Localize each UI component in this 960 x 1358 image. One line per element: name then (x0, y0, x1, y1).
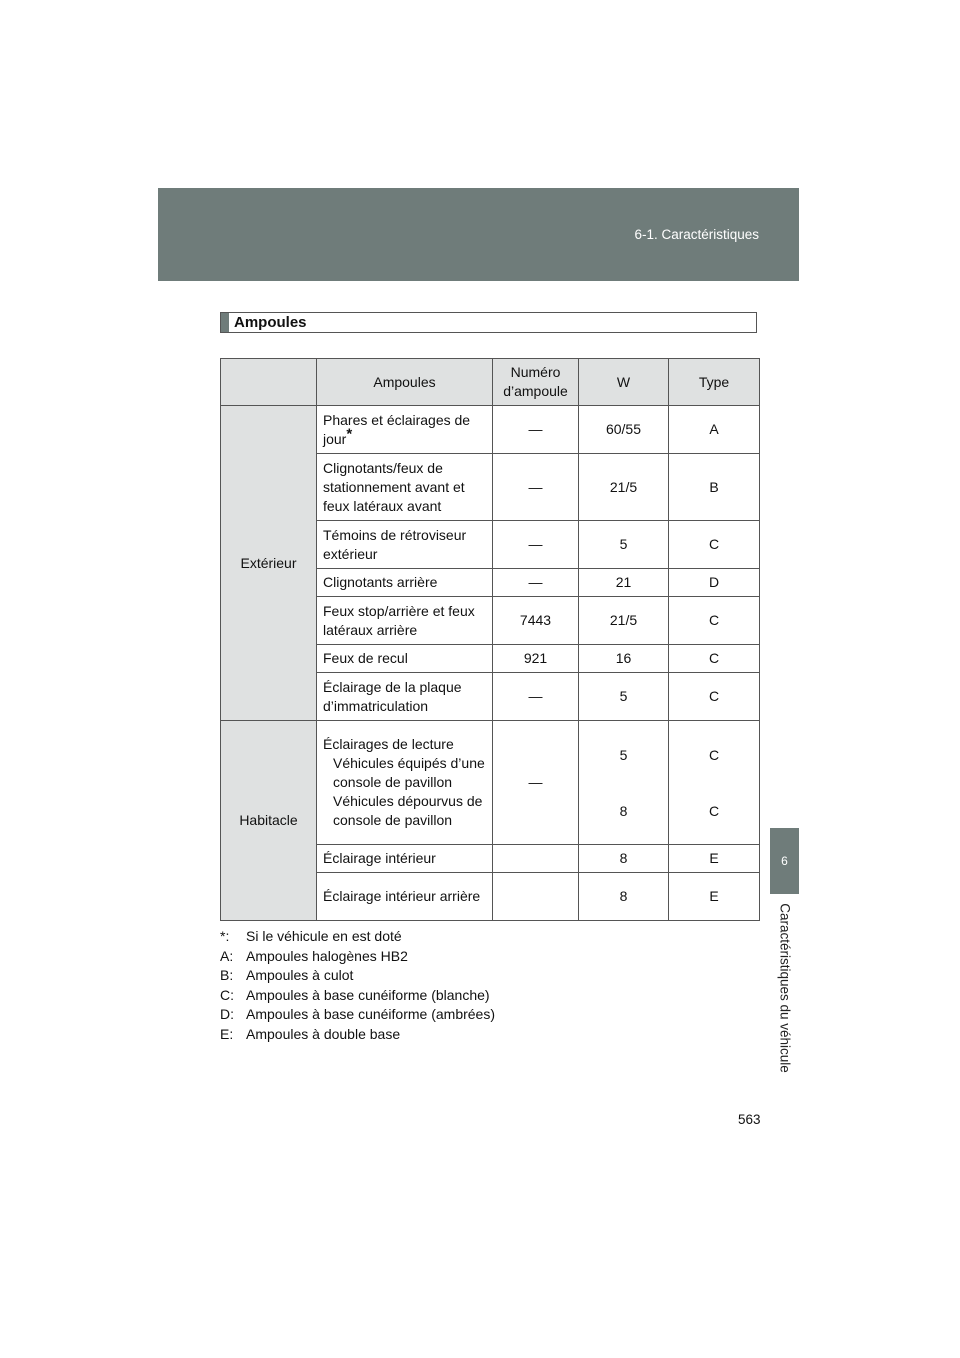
reading-sub-1: Véhicules équipés d’une console de pavillon (333, 755, 485, 790)
bulb-number: — (493, 569, 579, 597)
footnote: D: Ampoules à base cunéiforme (ambrées) (220, 1006, 496, 1023)
bulb-name (317, 721, 493, 845)
bulb-watt: 8 (579, 845, 669, 873)
bulb-name: Feux de recul (317, 645, 493, 673)
bulb-type: C (669, 521, 760, 569)
bulb-type: C (669, 673, 760, 721)
table-header: Ampoules (317, 359, 493, 406)
table-row (221, 721, 760, 845)
footnotes (220, 927, 495, 1045)
table-header-row (221, 359, 760, 406)
chapter-label: Caractéristiques du véhicule (777, 903, 793, 1073)
bulb-type: C (669, 645, 760, 673)
footnote: *: Si le véhicule en est doté (220, 928, 402, 944)
bulb-type: D (669, 569, 760, 597)
type-1: C (708, 746, 720, 763)
bulb-number: 921 (493, 645, 579, 673)
bulb-name: Phares et éclairages de jour* (317, 406, 493, 454)
table-header: Numéro d’ampoule (493, 359, 579, 406)
bulb-watt: 5 (579, 673, 669, 721)
bulb-number: — (493, 721, 579, 845)
table-header-blank (221, 359, 317, 406)
bulb-name: Éclairage intérieur arrière (317, 873, 493, 921)
bulb-type (669, 721, 760, 845)
bulb-watt: 8 (579, 873, 669, 921)
footnote: E: Ampoules à double base (220, 1025, 401, 1042)
bulb-name: Témoins de rétroviseur extérieur (317, 521, 493, 569)
bulb-type: E (669, 873, 760, 921)
table-header: Type (669, 359, 760, 406)
bulb-number: — (493, 406, 579, 454)
bulb-name: Clignotants arrière (317, 569, 493, 597)
bulb-name: Éclairage intérieur (317, 845, 493, 873)
bulb-number: 7443 (493, 597, 579, 645)
bulb-number: — (493, 673, 579, 721)
section-title-box (220, 312, 757, 333)
header-section-title: 6-1. Caractéristiques (634, 227, 759, 242)
chapter-tab: 6 (770, 828, 799, 894)
reading-sub-2: Véhicules dépourvus de console de pavillon (333, 793, 483, 828)
footnote-star: * (346, 424, 353, 442)
page-number: 563 (738, 1112, 761, 1127)
bulb-number: — (493, 454, 579, 521)
bulb-watt (579, 721, 669, 845)
section-title: Ampoules (234, 314, 307, 331)
watt-2: 8 (619, 802, 628, 819)
bulb-type: E (669, 845, 760, 873)
bulb-number (493, 873, 579, 921)
bulb-watt: 21/5 (579, 454, 669, 521)
bulb-watt: 16 (579, 645, 669, 673)
bulb-name: Feux stop/arrière et feux latéraux arrière (317, 597, 493, 645)
footnote: B: Ampoules à culot (220, 967, 354, 984)
bulb-name: Éclairage de la plaque d’immatriculation (317, 673, 493, 721)
group-exterior: Extérieur (221, 406, 317, 721)
header-band (158, 188, 799, 281)
bulb-watt: 5 (579, 521, 669, 569)
table-header: W (579, 359, 669, 406)
bulb-type: A (669, 406, 760, 454)
bulb-watt: 21 (579, 569, 669, 597)
bulb-number: — (493, 521, 579, 569)
watt-1: 5 (619, 746, 628, 763)
footnote: A: Ampoules halogènes HB2 (220, 947, 408, 964)
footnote: C: Ampoules à base cunéiforme (blanche) (220, 986, 490, 1003)
section-title-bar (221, 313, 229, 332)
table-row (221, 406, 760, 454)
reading-lights-label: Éclairages de lecture (323, 736, 454, 752)
bulb-type: B (669, 454, 760, 521)
bulb-number (493, 845, 579, 873)
type-2: C (708, 802, 720, 819)
bulb-watt: 21/5 (579, 597, 669, 645)
bulbs-table (220, 358, 760, 921)
bulb-name: Clignotants/feux de stationnement avant et feux latéraux avant (317, 454, 493, 521)
group-interior: Habitacle (221, 721, 317, 921)
bulb-watt: 60/55 (579, 406, 669, 454)
bulb-type: C (669, 597, 760, 645)
